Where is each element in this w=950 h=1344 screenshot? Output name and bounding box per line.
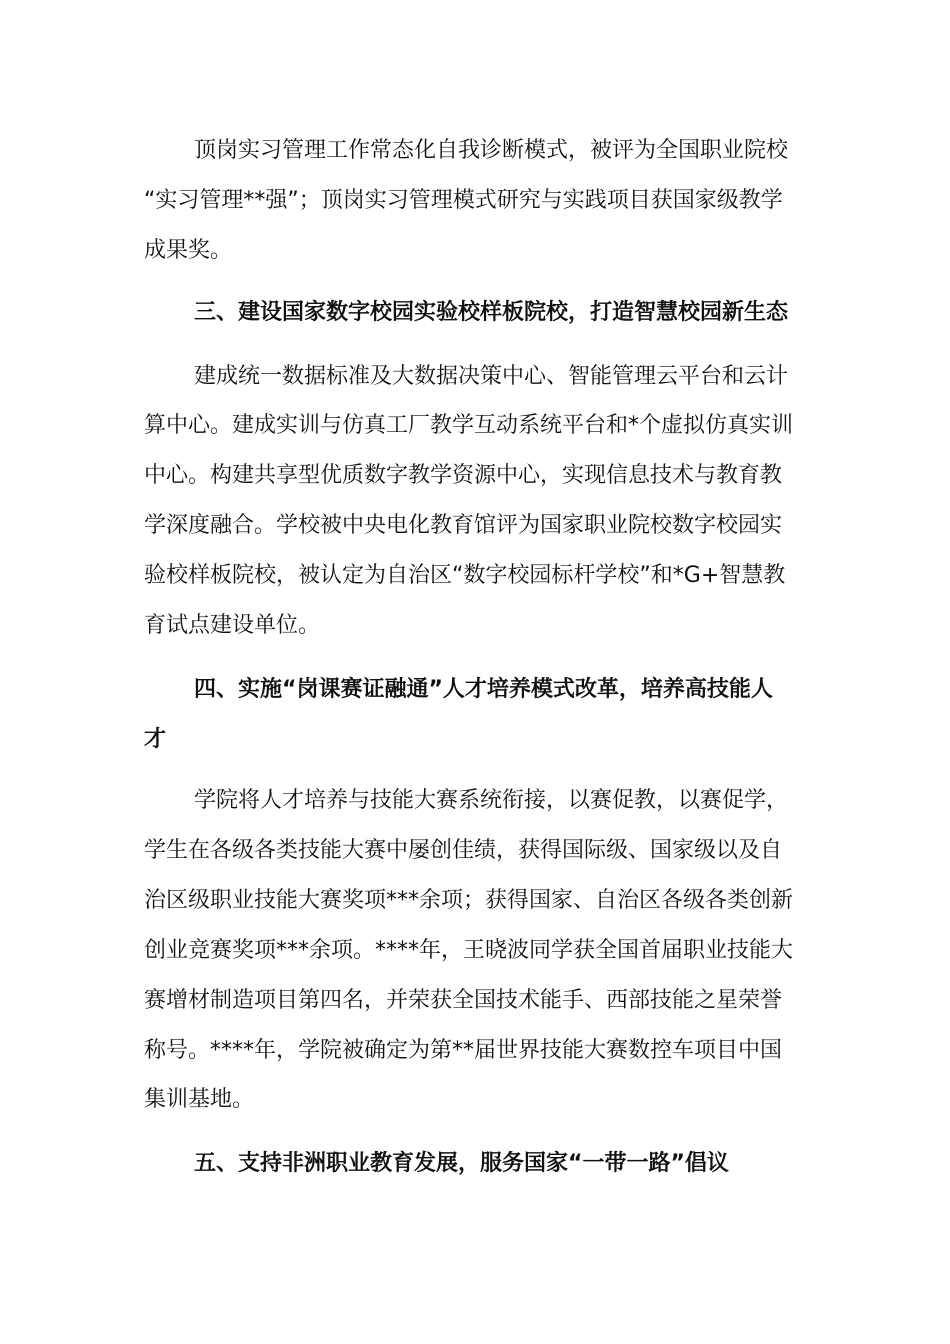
section-heading-continued: 才: [144, 727, 167, 752]
paragraph-line: 顶岗实习管理工作常态化自我诊断模式，被评为全国职业院校: [194, 138, 789, 163]
paragraph-line: 成果奖。: [144, 238, 233, 263]
paragraph-line: 学生在各级各类技能大赛中屡创佳绩，获得国际级、国家级以及自: [144, 838, 783, 863]
paragraph-line: 验校样板院校，被认定为自治区“数字校园标杆学校”和*G+智慧教: [144, 563, 786, 588]
paragraph-line: 称号。****年，学院被确定为第**届世界技能大赛数控车项目中国: [144, 1038, 783, 1063]
section-heading: 五、支持非洲职业教育发展，服务国家“一带一路”倡议: [194, 1151, 729, 1176]
paragraph-line: 创业竞赛奖项***余项。****年，王晓波同学获全国首届职业技能大: [144, 938, 794, 963]
paragraph-line: 学深度融合。学校被中央电化教育馆评为国家职业院校数字校园实: [144, 513, 783, 538]
paragraph-line: 学院将人才培养与技能大赛系统衔接，以赛促教，以赛促学，: [194, 788, 789, 813]
paragraph-line: 算中心。建成实训与仿真工厂教学互动系统平台和*个虚拟仿真实训: [144, 413, 794, 438]
paragraph-line: 中心。构建共享型优质数字教学资源中心，实现信息技术与教育教: [144, 463, 783, 488]
paragraph-line: 集训基地。: [144, 1087, 255, 1112]
paragraph-line: 赛增材制造项目第四名，并荣获全国技术能手、西部技能之星荣誉: [144, 988, 783, 1013]
paragraph-line: 育试点建设单位。: [144, 613, 321, 638]
paragraph-line: “实习管理**强”；顶岗实习管理模式研究与实践项目获国家级教学: [144, 188, 783, 213]
section-heading: 四、实施“岗课赛证融通”人才培养模式改革，培养高技能人: [194, 677, 773, 702]
paragraph-line: 治区级职业技能大赛奖项***余项；获得国家、自治区各级各类创新: [144, 888, 794, 913]
paragraph-line: 建成统一数据标准及大数据决策中心、智能管理云平台和云计: [194, 364, 789, 389]
section-heading: 三、建设国家数字校园实验校样板院校，打造智慧校园新生态: [194, 300, 789, 325]
